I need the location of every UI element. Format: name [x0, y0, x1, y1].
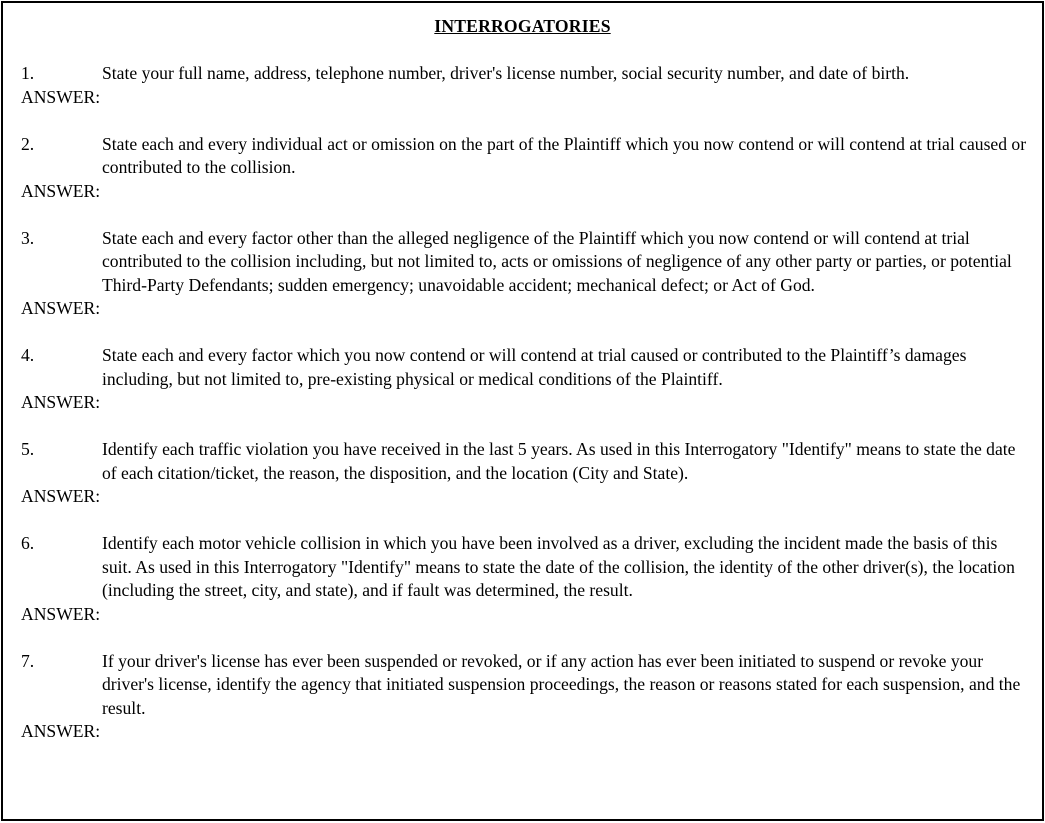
interrogatory-number: 6. — [21, 533, 35, 553]
interrogatory-item — [21, 344, 1028, 415]
document-page — [1, 1, 1044, 821]
document-title: INTERROGATORIES — [434, 16, 611, 36]
interrogatory-question — [21, 344, 1028, 391]
interrogatory-text: State each and every factor other than the alleged negligence of the Plaintiff which you now contend or will contend at trial contributed to the collision including, but not limited to, acts or omissions of negligence of any other party or parties, or potential Third-Party Defendants; sudden emergency; unavoidable accident; mechanical defect; or Act of God. — [102, 227, 1012, 295]
answer-label: ANSWER: — [21, 392, 101, 412]
answer-label: ANSWER: — [21, 721, 101, 741]
interrogatory-item — [21, 62, 1028, 109]
interrogatory-number: 4. — [21, 345, 35, 365]
interrogatory-text: State each and every factor which you now contend or will contend at trial caused or contributed to the Plaintiff’s damages including, but not limited to, pre-existing physical or medical conditions of the Plaintiff. — [102, 345, 967, 389]
interrogatory-number: 2. — [21, 133, 35, 154]
interrogatory-number: 3. — [21, 227, 35, 248]
answer-label: ANSWER: — [21, 86, 101, 107]
answer-label: ANSWER: — [21, 486, 101, 506]
interrogatory-number: 5. — [21, 439, 35, 459]
interrogatory-question — [21, 133, 1028, 180]
interrogatory-text: Identify each traffic violation you have received in the last 5 years. As used in this Interrogatory "Identify" means to state the date of each citation/ticket, the reason, the disposition, and the location (City and State). — [102, 439, 1016, 483]
interrogatory-item — [21, 227, 1028, 321]
interrogatory-item — [21, 532, 1028, 626]
interrogatory-question — [21, 62, 1028, 86]
interrogatory-text: If your driver's license has ever been suspended or revoked, or if any action has ever been initiated to suspend or revoke your driver's license, identify the agency that initiated suspension proceedings, the reason or reasons stated for each suspension, and the result. — [102, 650, 1021, 718]
interrogatory-list — [21, 62, 1028, 767]
answer-label: ANSWER: — [21, 180, 101, 201]
interrogatory-question — [21, 438, 1028, 485]
interrogatory-item — [21, 438, 1028, 509]
interrogatory-item — [21, 650, 1028, 744]
interrogatory-question — [21, 227, 1028, 298]
interrogatory-number: 1. — [21, 63, 35, 83]
answer-label: ANSWER: — [21, 298, 101, 318]
answer-label: ANSWER: — [21, 603, 101, 624]
interrogatory-text: State each and every individual act or omission on the part of the Plaintiff which you now contend or will contend at trial caused or contributed to the collision. — [102, 133, 1027, 177]
interrogatory-number: 7. — [21, 650, 35, 671]
interrogatory-question — [21, 650, 1028, 721]
interrogatory-text: Identify each motor vehicle collision in which you have been involved as a driver, excluding the incident made the basis of this suit. As used in this Interrogatory "Identify" means to state the date of the collision, the identity of the other driver(s), the location (including the street, city, and state), and if fault was determined, the result. — [102, 533, 1015, 600]
interrogatory-item — [21, 133, 1028, 204]
interrogatory-question — [21, 532, 1028, 603]
interrogatory-text: State your full name, address, telephone number, driver's license number, social security number, and date of birth. — [102, 63, 910, 83]
